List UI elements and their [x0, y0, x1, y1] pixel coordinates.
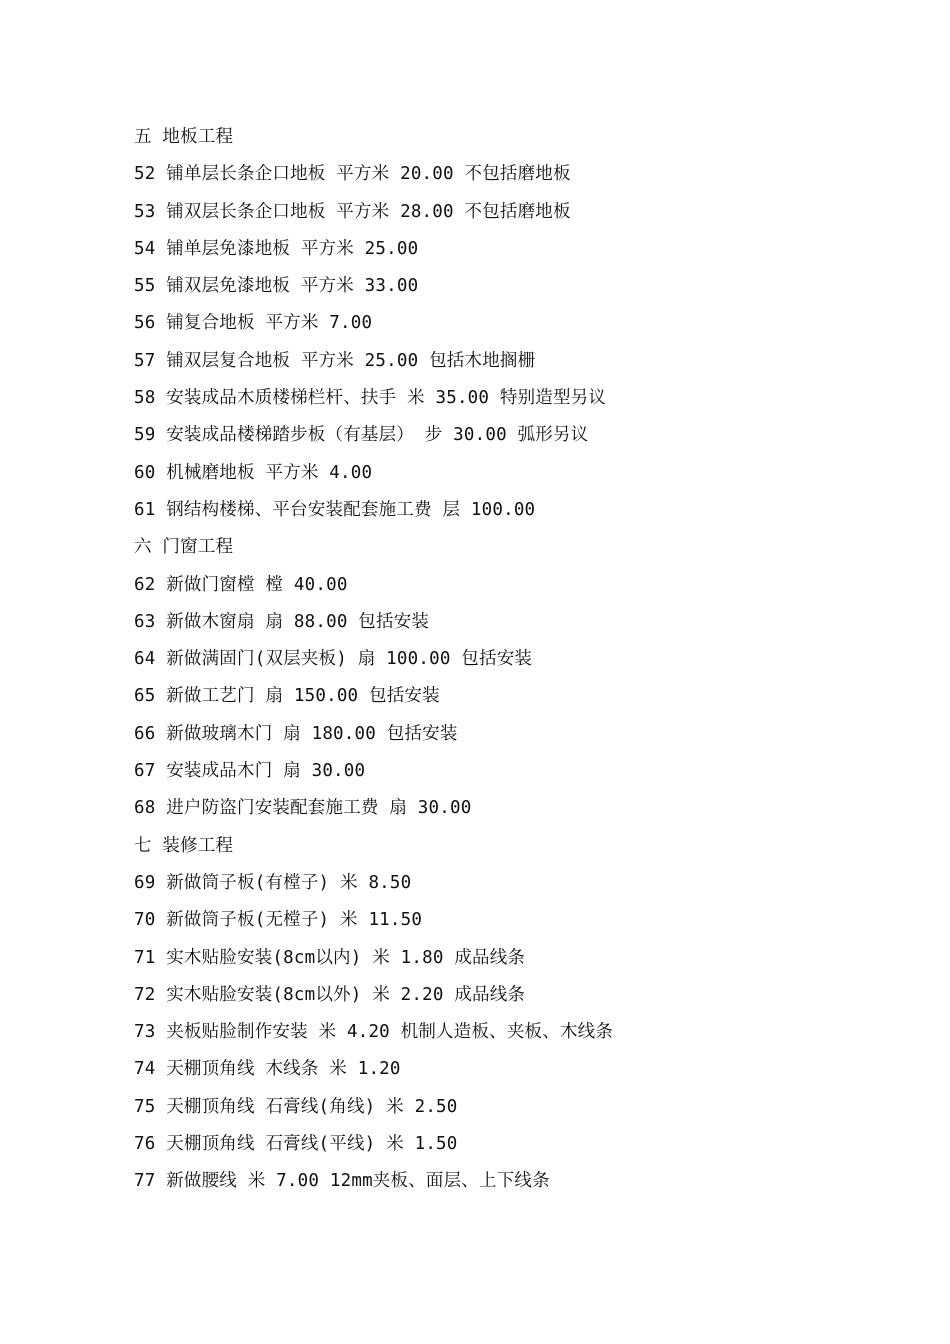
price-list [134, 119, 914, 1201]
list-item: 74 天棚顶角线 木线条 米 1.20 [134, 1059, 401, 1080]
section-heading: 六 门窗工程 [134, 537, 234, 558]
list-item: 69 新做筒子板(有樘子) 米 8.50 [134, 872, 412, 893]
list-item: 64 新做满固门(双层夹板) 扇 100.00 包括安装 [134, 649, 533, 670]
section-heading: 五 地板工程 [134, 127, 234, 147]
list-item: 53 铺双层长条企口地板 平方米 28.00 不包括磨地板 [134, 201, 571, 222]
list-item: 60 机械磨地板 平方米 4.00 [134, 462, 373, 483]
list-item: 77 新做腰线 米 7.00 12mm夹板、面层、上下线条 [134, 1171, 550, 1192]
list-item: 57 铺双层复合地板 平方米 25.00 包括木地搁栅 [134, 350, 536, 371]
list-item: 75 天棚顶角线 石膏线(角线) 米 2.50 [134, 1096, 458, 1117]
list-item: 71 实木贴脸安装(8cm以内) 米 1.80 成品线条 [134, 947, 526, 968]
list-item: 62 新做门窗樘 樘 40.00 [134, 574, 348, 595]
list-item: 76 天棚顶角线 石膏线(平线) 米 1.50 [134, 1134, 458, 1155]
list-item: 58 安装成品木质楼梯栏杆、扶手 米 35.00 特别造型另议 [134, 388, 607, 409]
list-item: 59 安装成品楼梯踏步板（有基层） 步 30.00 弧形另议 [134, 425, 589, 446]
list-item: 66 新做玻璃木门 扇 180.00 包括安装 [134, 723, 458, 744]
list-item: 73 夹板贴脸制作安装 米 4.20 机制人造板、夹板、木线条 [134, 1022, 614, 1043]
list-item: 54 铺单层免漆地板 平方米 25.00 [134, 238, 419, 259]
list-item: 70 新做筒子板(无樘子) 米 11.50 [134, 910, 423, 931]
list-item: 65 新做工艺门 扇 150.00 包括安装 [134, 686, 440, 707]
section-heading: 七 装修工程 [134, 835, 234, 856]
list-item: 52 铺单层长条企口地板 平方米 20.00 不包括磨地板 [134, 164, 571, 185]
list-item: 61 钢结构楼梯、平台安装配套施工费 层 100.00 [134, 499, 536, 520]
list-item: 56 铺复合地板 平方米 7.00 [134, 313, 373, 334]
list-item: 72 实木贴脸安装(8cm以外) 米 2.20 成品线条 [134, 984, 526, 1005]
list-item: 67 安装成品木门 扇 30.00 [134, 761, 366, 782]
list-item: 68 进户防盗门安装配套施工费 扇 30.00 [134, 798, 472, 819]
list-item: 63 新做木窗扇 扇 88.00 包括安装 [134, 611, 430, 632]
list-item: 55 铺双层免漆地板 平方米 33.00 [134, 276, 419, 297]
